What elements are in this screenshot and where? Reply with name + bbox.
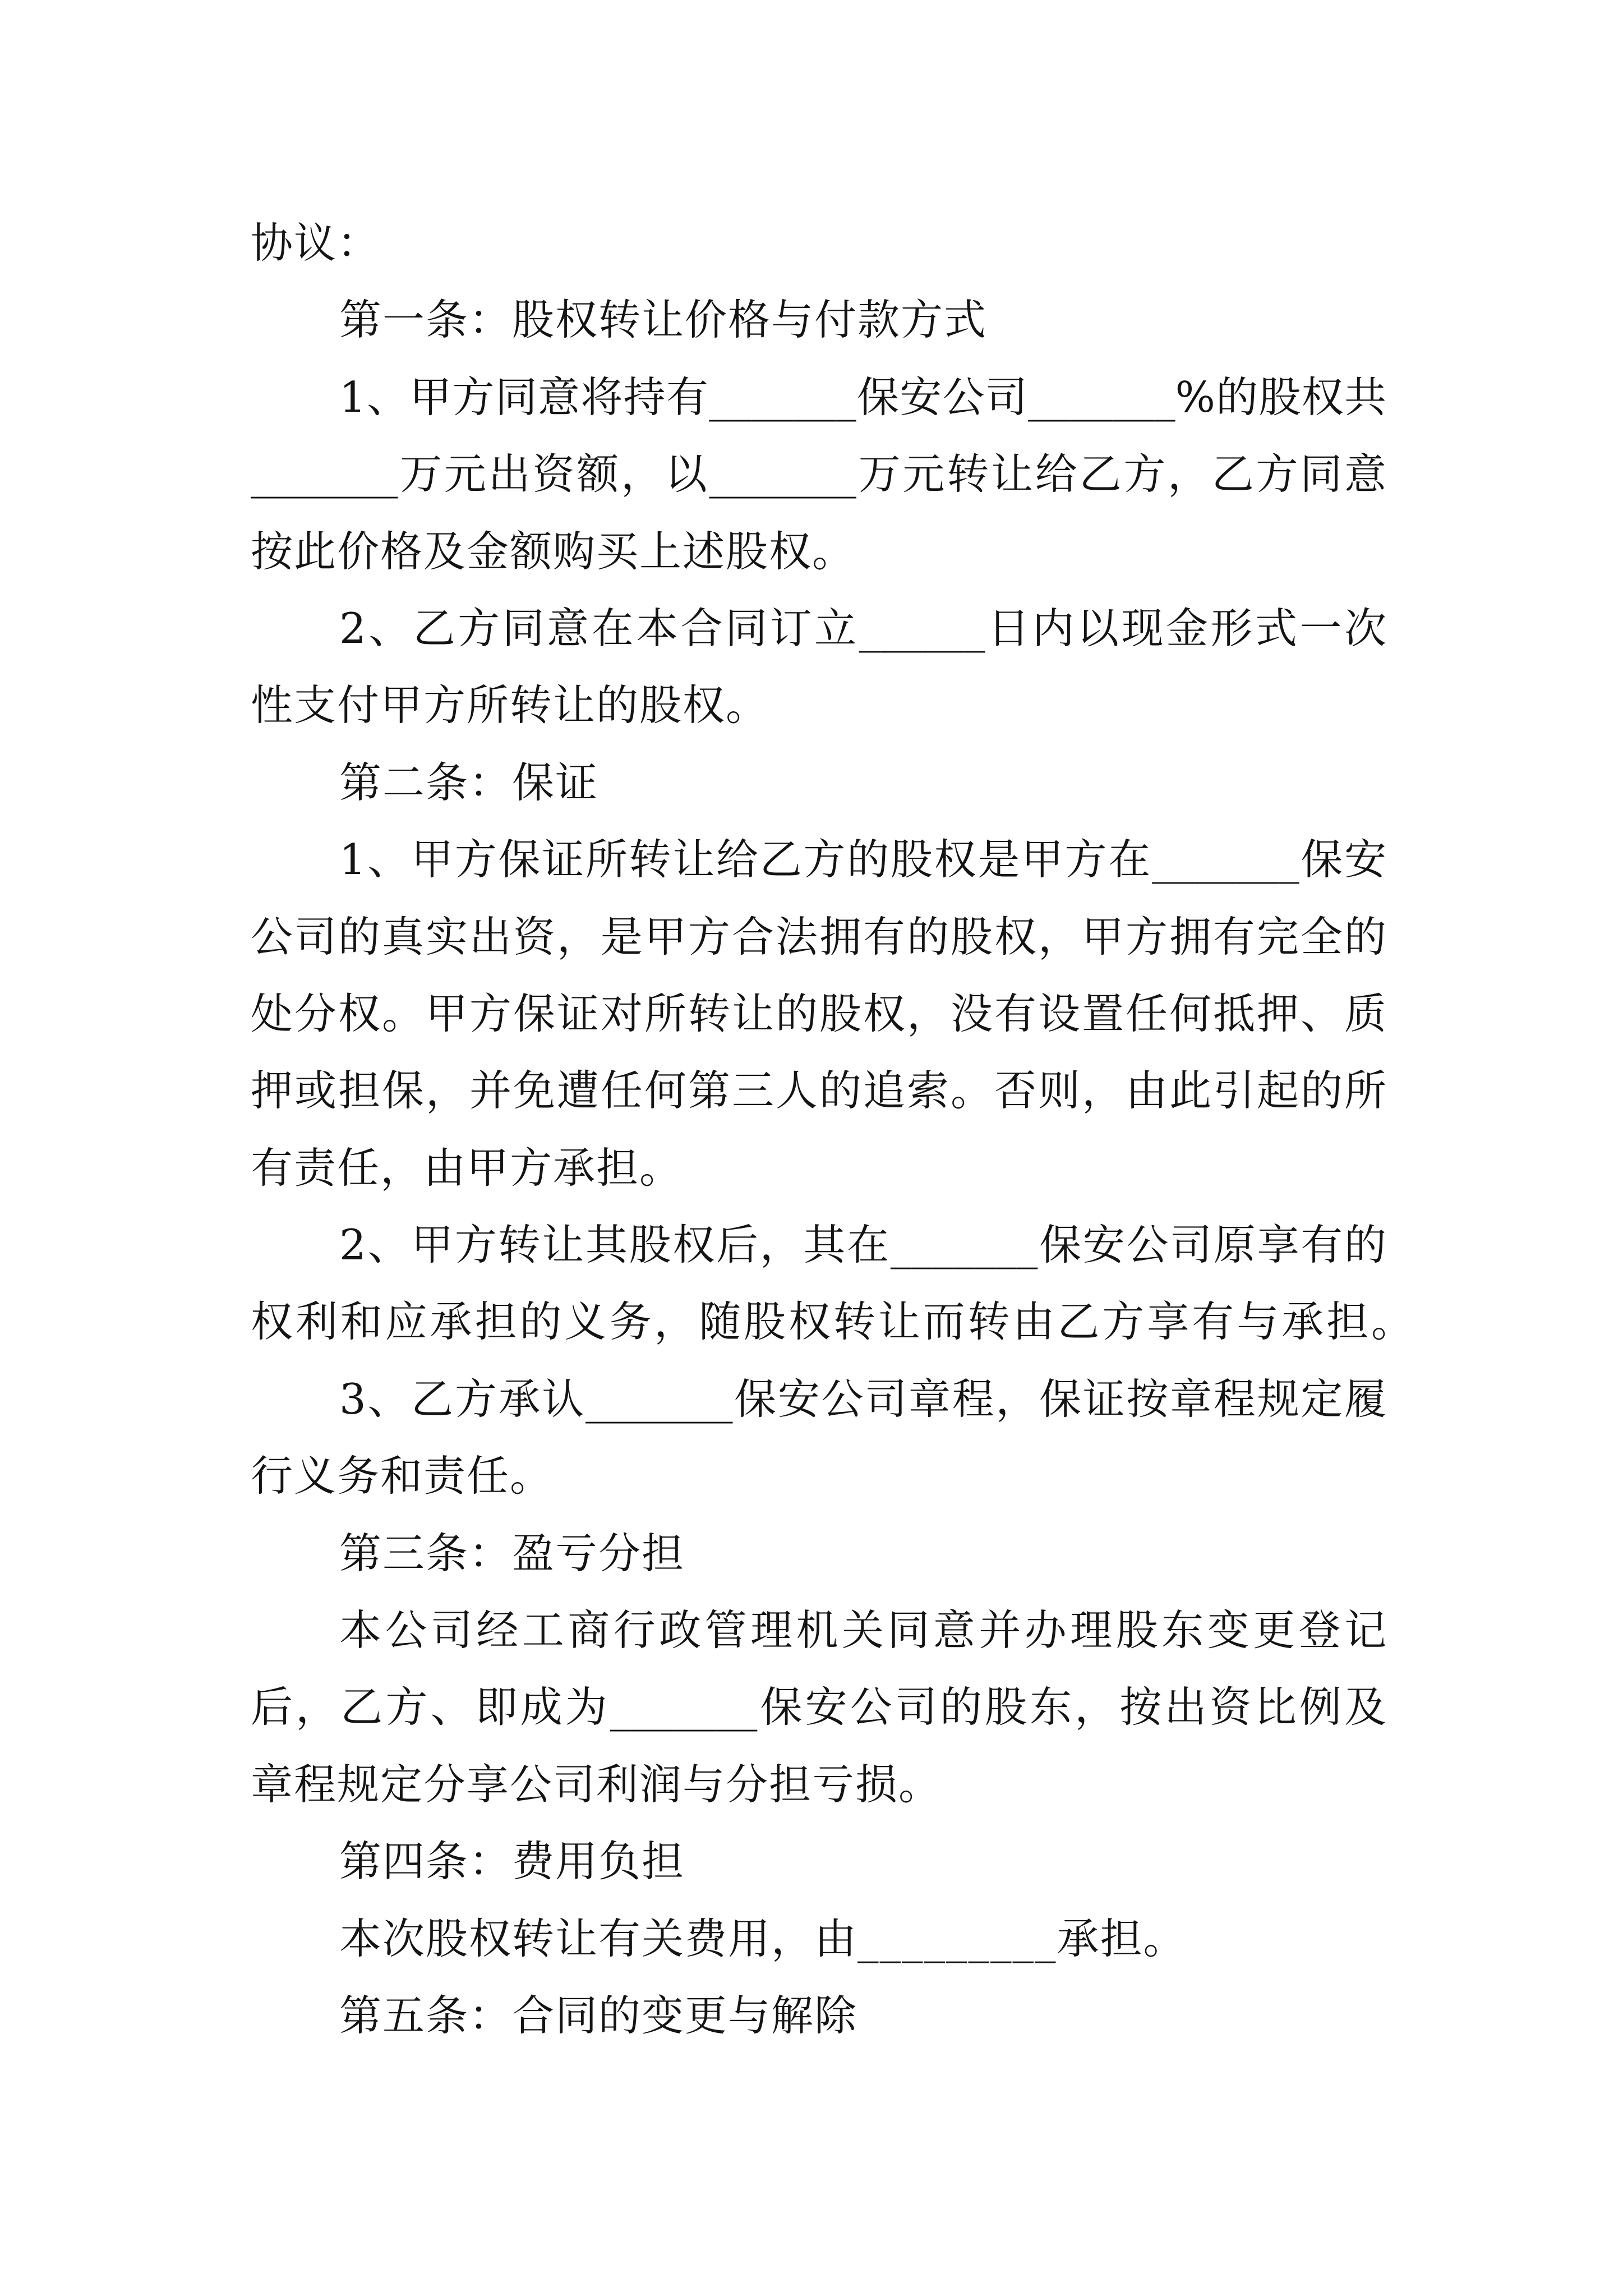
text-line: 后，乙方、即成为_______保安公司的股东，按出资比例及 bbox=[251, 1682, 1386, 1732]
text-line: 性支付甲方所转让的股权。 bbox=[251, 680, 769, 730]
text-line: 押或担保，并免遭任何第三人的追索。否则，由此引起的所 bbox=[251, 1066, 1386, 1116]
article-heading: 第二条：保证 bbox=[339, 757, 599, 807]
paragraph bbox=[251, 821, 1386, 1207]
text-line: 1、甲方同意将持有_______保安公司_______%的股权共 bbox=[339, 372, 1386, 422]
article-heading: 第四条：费用负担 bbox=[339, 1837, 685, 1887]
paragraph bbox=[251, 205, 1386, 282]
article-heading: 第五条：合同的变更与解除 bbox=[339, 1990, 858, 2040]
paragraph bbox=[251, 359, 1386, 590]
text-line: 1、甲方保证所转让给乙方的股权是甲方在_______保安 bbox=[339, 835, 1386, 885]
agreement-label: 协议： bbox=[251, 218, 381, 268]
text-line: 权利和应承担的义务，随股权转让而转由乙方享有与承担。 bbox=[251, 1297, 1413, 1347]
document-page bbox=[251, 205, 1413, 2054]
text-line: 章程规定分享公司利润与分担亏损。 bbox=[251, 1759, 942, 1809]
article-heading: 第一条：股权转让价格与付款方式 bbox=[339, 295, 988, 345]
text-line: 公司的真实出资，是甲方合法拥有的股权，甲方拥有完全的 bbox=[251, 912, 1386, 961]
text-line: 2、甲方转让其股权后，其在_______保安公司原享有的 bbox=[339, 1220, 1386, 1270]
paragraph bbox=[251, 590, 1386, 744]
text-line: 处分权。甲方保证对所转让的股权，没有设置任何抵押、质 bbox=[251, 988, 1386, 1038]
text-line: 本公司经工商行政管理机关同意并办理股东变更登记 bbox=[339, 1605, 1386, 1655]
paragraph bbox=[251, 744, 1386, 821]
article-heading: 第三条：盈亏分担 bbox=[339, 1528, 685, 1578]
paragraph bbox=[251, 1823, 1386, 1900]
paragraph bbox=[251, 1515, 1386, 1592]
text-line: _______万元出资额，以_______万元转让给乙方，乙方同意 bbox=[251, 449, 1386, 499]
paragraph bbox=[251, 1977, 1386, 2054]
paragraph bbox=[251, 1592, 1386, 1823]
paragraph bbox=[251, 1361, 1386, 1515]
paragraph bbox=[251, 282, 1386, 358]
text-line: 行义务和责任。 bbox=[251, 1451, 554, 1501]
paragraph bbox=[251, 1901, 1386, 1977]
paragraph bbox=[251, 1207, 1413, 1361]
text-line: 3、乙方承认_______保安公司章程，保证按章程规定履 bbox=[339, 1374, 1386, 1424]
text-line: 按此价格及金额购买上述股权。 bbox=[251, 526, 856, 576]
text-line: 本次股权转让有关费用，由_________承担。 bbox=[339, 1913, 1187, 1963]
text-line: 有责任，由甲方承担。 bbox=[251, 1143, 683, 1193]
text-line: 2、乙方同意在本合同订立______日内以现金形式一次 bbox=[339, 603, 1386, 653]
